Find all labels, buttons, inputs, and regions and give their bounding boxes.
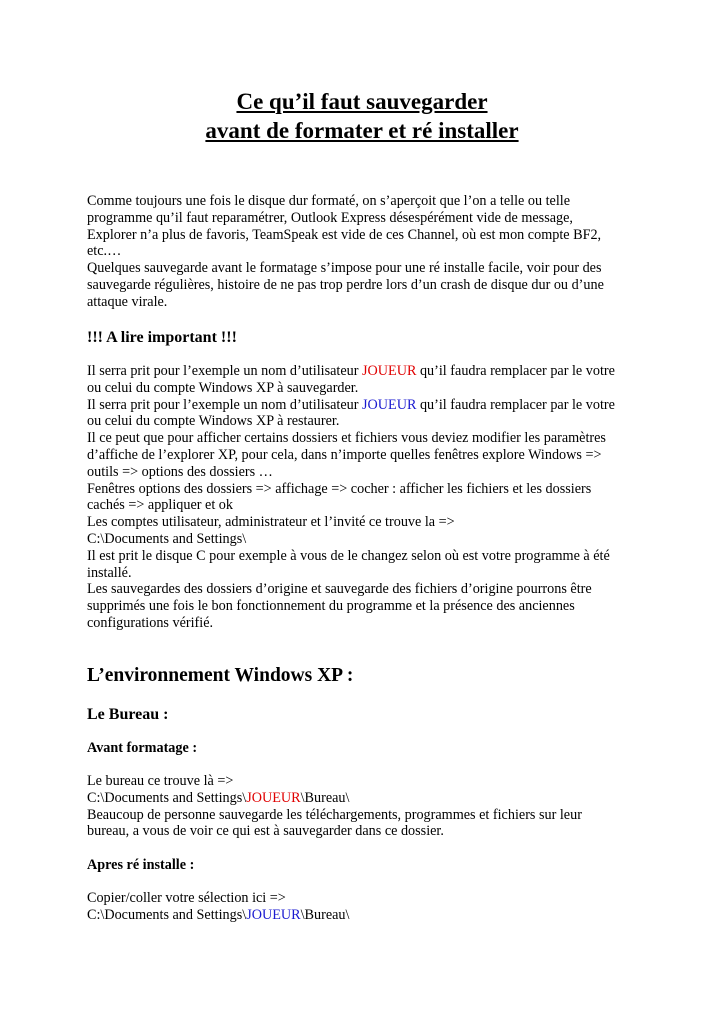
text-fragment: qu’il faudra remplacer par le votre xyxy=(416,363,615,379)
path-prefix: C:\Documents and Settings\ xyxy=(87,906,247,923)
title-line-2: avant de formater et ré installer xyxy=(205,118,519,143)
important-line: Les sauvegardes des dossiers d’origine et sauvegarde des fichiers d’origine pourrons être xyxy=(87,581,592,598)
text-fragment: Il serra prit pour l’exemple un nom d’utilisateur xyxy=(87,396,363,413)
subsection-heading: Le Bureau : xyxy=(87,706,169,723)
username-blue: JOUEUR xyxy=(246,906,301,923)
important-line: Fenêtres options des dossiers => affichage => cocher : afficher les fichiers et les dossiers xyxy=(87,480,592,497)
intro-line: Comme toujours une fois le disque dur formaté, on s’aperçoit que l’on a telle ou telle xyxy=(87,193,571,209)
important-paragraph xyxy=(87,363,647,632)
username-red: JOUEUR xyxy=(362,363,417,379)
username-red: JOUEUR xyxy=(246,789,301,806)
intro-line: sauvegarde régulières, histoire de ne pas trop perdre lors d’un crash de disque dur ou d’une xyxy=(87,276,604,293)
title-line-1: Ce qu’il faut sauvegarder xyxy=(236,89,488,114)
desktop-path xyxy=(87,907,647,924)
after-line: Copier/coller votre sélection ici => xyxy=(87,890,286,906)
intro-line: attaque virale. xyxy=(87,293,168,310)
important-line: installé. xyxy=(87,564,132,581)
desktop-path xyxy=(87,790,647,807)
intro-paragraph xyxy=(87,193,647,311)
important-line: Il est prit le disque C pour exemple à vous de le changez selon où est votre programme à été xyxy=(87,547,610,564)
intro-line: etc.… xyxy=(87,243,122,260)
intro-line: Quelques sauvegarde avant le formatage s’impose pour une ré installe facile, voir pour des xyxy=(87,260,602,277)
after-install-paragraph xyxy=(87,890,647,924)
important-line: ou celui du compte Windows XP à restaurer. xyxy=(87,413,340,430)
before-line: Beaucoup de personne sauvegarde les téléchargements, programmes et fichiers sur leur xyxy=(87,806,582,823)
path-suffix: \Bureau\ xyxy=(300,789,350,806)
username-blue: JOUEUR xyxy=(362,396,417,413)
text-fragment: Il serra prit pour l’exemple un nom d’utilisateur xyxy=(87,363,363,379)
important-line: supprimés une fois le bon fonctionnement du programme et la présence des anciennes xyxy=(87,598,575,615)
section-heading: L’environnement Windows XP : xyxy=(87,665,354,686)
intro-line: Explorer n’a plus de favoris, TeamSpeak est vide de ces Channel, où est mon compte BF2, xyxy=(87,226,602,243)
before-format-heading: Avant formatage : xyxy=(87,740,198,756)
before-format-paragraph xyxy=(87,773,647,840)
intro-line: programme qu’il faut reparamétrer, Outlook Express désespérément vide de message, xyxy=(87,209,573,226)
important-line: d’affiche de l’explorer XP, pour cela, dans n’importe quelles fenêtres explore Windows => xyxy=(87,446,602,463)
important-line: configurations vérifié. xyxy=(87,614,214,631)
important-line xyxy=(87,363,647,380)
important-line: Il ce peut que pour afficher certains dossiers et fichiers vous deviez modifier les paramètres xyxy=(87,430,606,447)
text-fragment: qu’il faudra remplacer par le votre xyxy=(416,396,615,413)
before-line: Le bureau ce trouve là => xyxy=(87,773,234,789)
important-line: outils => options des dossiers … xyxy=(87,463,273,480)
before-line: bureau, a vous de voir ce qui est à sauvegarder dans ce dossier. xyxy=(87,823,444,840)
important-line: cachés => appliquer et ok xyxy=(87,497,233,514)
important-line: ou celui du compte Windows XP à sauvegarder. xyxy=(87,379,359,396)
after-install-heading: Apres ré installe : xyxy=(87,857,195,873)
important-line: C:\Documents and Settings\ xyxy=(87,530,247,547)
important-line: Les comptes utilisateur, administrateur et l’invité ce trouve la => xyxy=(87,514,455,531)
important-line xyxy=(87,397,647,414)
path-prefix: C:\Documents and Settings\ xyxy=(87,789,247,806)
path-suffix: \Bureau\ xyxy=(300,906,350,923)
important-heading: !!! A lire important !!! xyxy=(87,329,237,346)
